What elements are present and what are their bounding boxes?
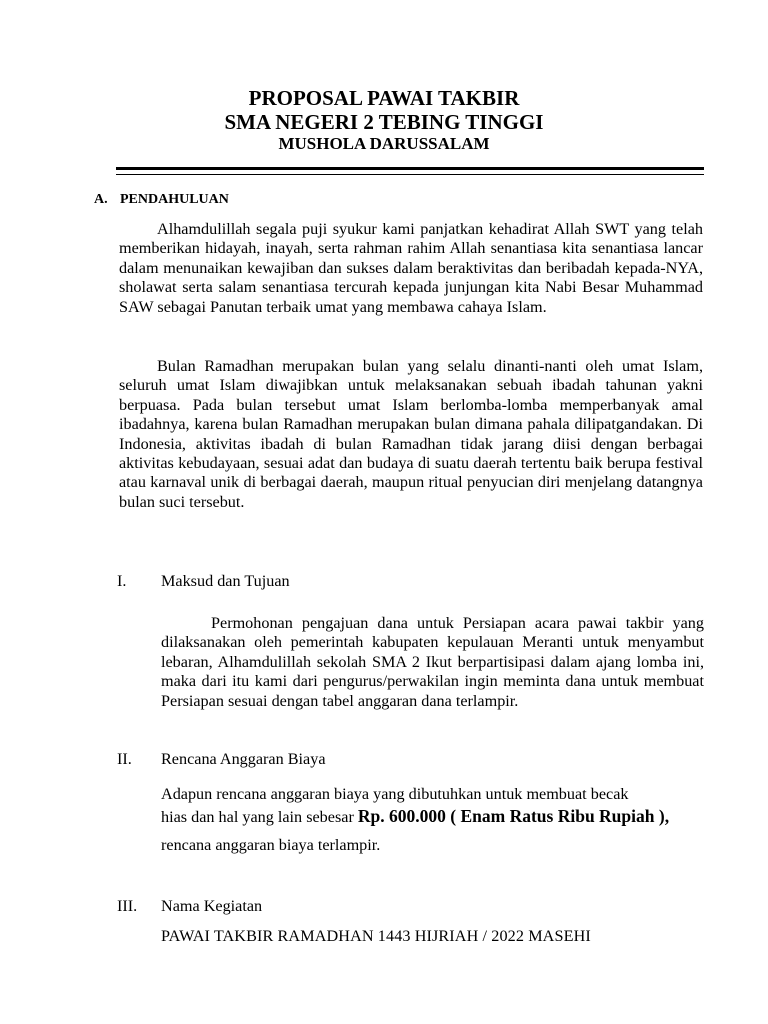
item-1-paragraph: Permohonan pengajuan dana untuk Persiapan acara pawai takbir yang dilaksanakan oleh pemerintah kabupaten kepulauan Meranti untuk menyambut lebaran, Alhamdulillah sekolah SMA 2 Ikut berpartisipasi dalam ajang lomba ini, maka dari itu kami dari pengurus/perwakilan ingin meminta dana untuk membuat Persiapan sesuai dengan tabel anggaran dana terlampir. bbox=[161, 614, 704, 710]
budget-line-2-prefix: hias dan hal yang lain sebesar bbox=[161, 808, 358, 826]
event-name: PAWAI TAKBIR RAMADHAN 1443 HIJRIAH / 2022 MASEHI bbox=[161, 927, 591, 945]
document-title: PROPOSAL PAWAI TAKBIR bbox=[248, 86, 520, 110]
intro-paragraph-1: Alhamdulillah segala puji syukur kami panjatkan kehadirat Allah SWT yang telah memberikan hidayah, inayah, serta rahman rahim Allah senantiasa kita senantiasa lancar dalam menunaikan kewajiban dan sukses dalam beraktivitas dan beribadah kepada-NYA, sholawat serta salam senantiasa tercurah kepada junjungan kita Nabi Besar Muhammad SAW sebagai Panutan terbaik umat yang membawa cahaya Islam. bbox=[119, 220, 703, 316]
mushola-name: MUSHOLA DARUSSALAM bbox=[278, 134, 490, 153]
item-2-number: II. bbox=[117, 750, 132, 768]
item-3-number: III. bbox=[117, 897, 138, 915]
budget-line-3: rencana anggaran biaya terlampir. bbox=[161, 836, 381, 854]
budget-line-1: Adapun rencana anggaran biaya yang dibutuhkan untuk membuat becak bbox=[161, 785, 629, 803]
header-rule-thick bbox=[116, 167, 704, 170]
section-a-title: PENDAHULUAN bbox=[120, 192, 229, 207]
budget-line-2 bbox=[161, 806, 669, 827]
school-name: SMA NEGERI 2 TEBING TINGGI bbox=[224, 110, 544, 134]
item-2-title: Rencana Anggaran Biaya bbox=[161, 750, 326, 768]
item-3-title: Nama Kegiatan bbox=[161, 897, 263, 915]
item-1-title: Maksud dan Tujuan bbox=[161, 572, 290, 590]
budget-amount: Rp. 600.000 ( Enam Ratus Ribu Rupiah ), bbox=[357, 806, 670, 826]
item-1-number: I. bbox=[117, 572, 127, 590]
section-a-heading bbox=[94, 192, 229, 208]
intro-paragraph-2: Bulan Ramadhan merupakan bulan yang selalu dinanti-nanti oleh umat Islam, seluruh umat Islam diwajibkan untuk melaksanakan sebuah ibadah tahunan yakni berpuasa. Pada bulan tersebut umat Islam berlomba-lomba memperbanyak amal ibadahnya, karena bulan Ramadhan merupakan bulan dimana pahala dilipatgandakan. Di Indonesia, aktivitas ibadah di bulan Ramadhan tidak jarang diisi dengan berbagai aktivitas kebudayaan, sesuai adat dan budaya di suatu daerah tertentu baik berupa festival atau karnaval unik di berbagai daerah, maupun ritual penyucian diri menjelang datangnya bulan suci tersebut. bbox=[119, 357, 703, 511]
section-a-number: A. bbox=[94, 192, 108, 207]
header-rule-thin bbox=[116, 174, 704, 175]
